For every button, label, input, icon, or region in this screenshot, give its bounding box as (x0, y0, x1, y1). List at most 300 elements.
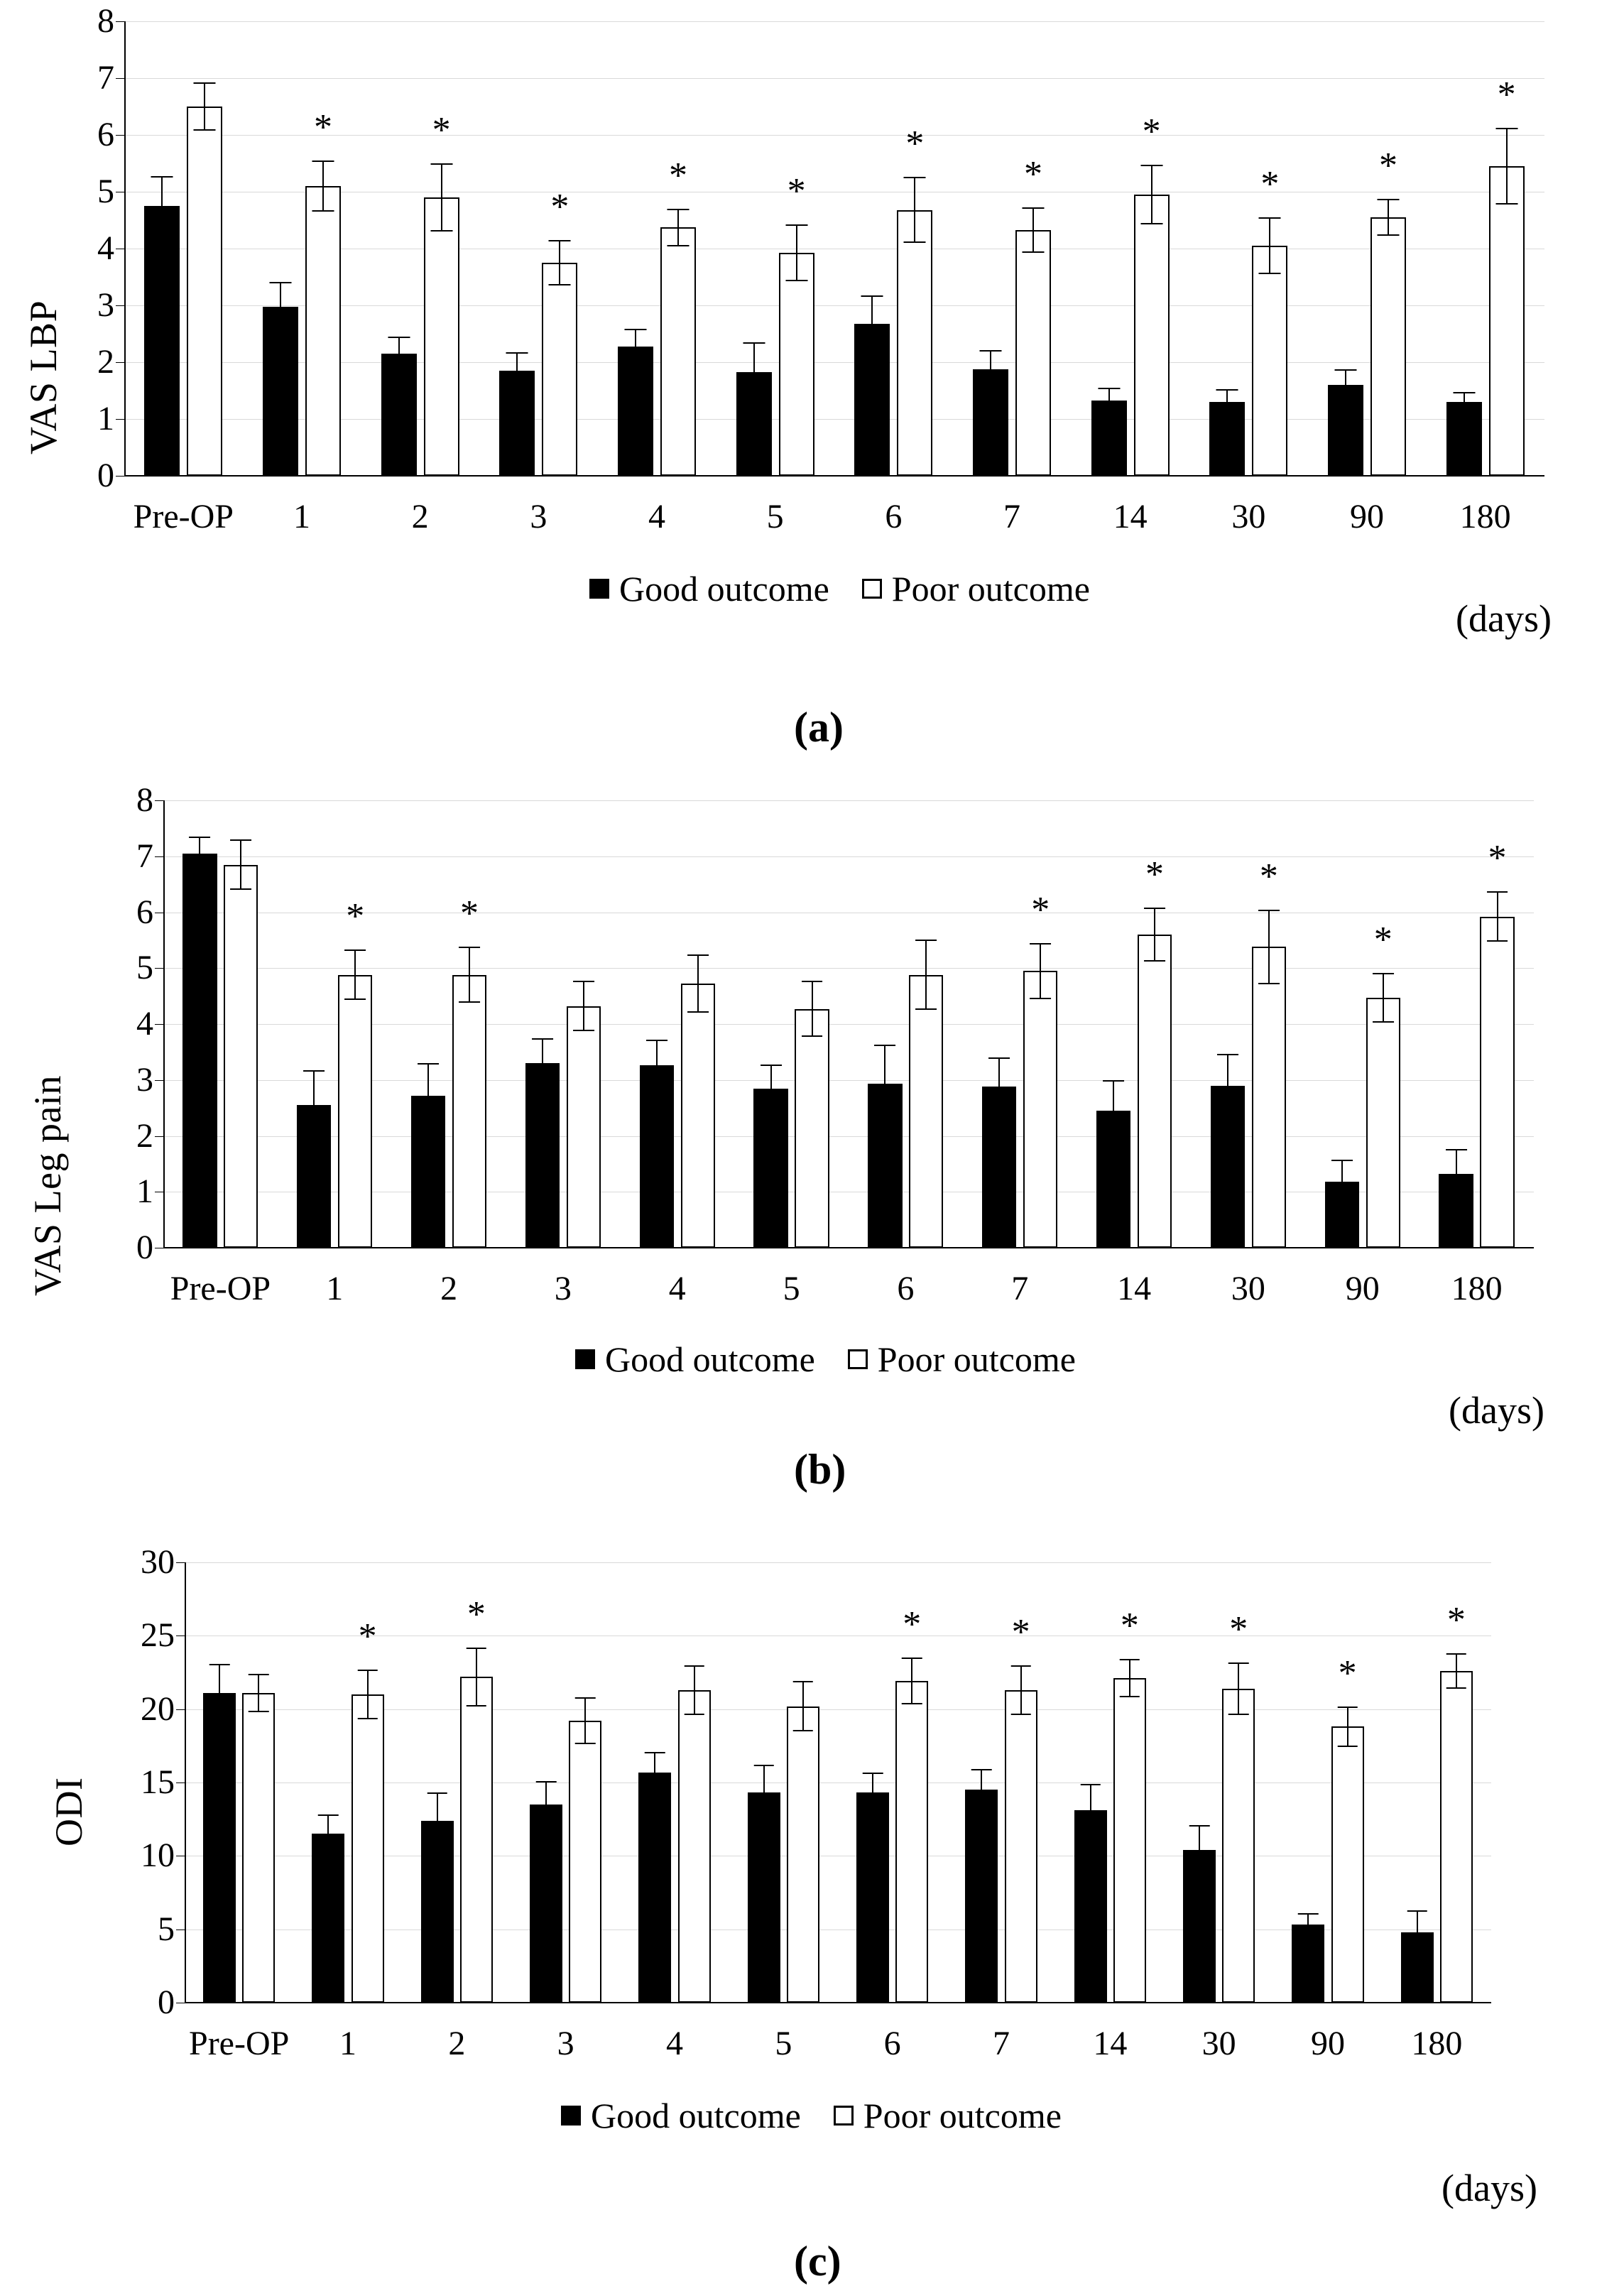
y-axis-tick-label: 2 (136, 1116, 153, 1155)
y-axis-tick-mark (116, 135, 124, 136)
legend-swatch-poor-icon (862, 579, 882, 599)
bar-good-outcome (640, 1065, 674, 1248)
error-bar-cap-bottom (1228, 1714, 1249, 1715)
error-bar (753, 1065, 788, 1111)
error-bar-line (1456, 1653, 1457, 1689)
error-bar (187, 82, 222, 130)
x-axis-tick-label: 5 (766, 498, 784, 535)
bar-good-outcome (182, 854, 217, 1248)
bar-poor-outcome (1480, 917, 1514, 1248)
bar-group (734, 800, 849, 1248)
error-bar (1023, 943, 1057, 999)
error-bar-line (327, 1814, 329, 1853)
error-bar-cap-top (1259, 217, 1281, 219)
x-axis-tick-label: Pre-OP (133, 498, 234, 535)
error-bar (736, 342, 772, 403)
error-bar (381, 337, 417, 371)
y-axis-tick-label: 10 (141, 1836, 175, 1875)
bar-poor-outcome (1366, 998, 1400, 1248)
y-axis-label-c: ODI (48, 1777, 90, 1846)
significance-marker: * (1338, 1653, 1357, 1694)
error-bar-cap-bottom (761, 1111, 782, 1112)
bar-group (963, 800, 1077, 1248)
legend-swatch-good-icon (561, 2106, 581, 2126)
error-bar (982, 1057, 1016, 1116)
error-bar-cap-top (344, 949, 366, 951)
y-axis-tick-mark (116, 78, 124, 79)
error-bar (312, 1814, 344, 1853)
error-bar (242, 1674, 275, 1712)
error-bar-line (770, 1065, 772, 1111)
error-bar-line (258, 1674, 259, 1712)
bar-group (1077, 800, 1192, 1248)
error-bar-cap-bottom (418, 1126, 439, 1128)
bar-poor-outcome (338, 975, 372, 1248)
bar-poor-outcome (909, 975, 943, 1248)
error-bar-cap-top (1446, 1149, 1467, 1150)
error-bar-cap-top (861, 295, 883, 297)
error-bar (452, 947, 486, 1003)
error-bar (203, 1664, 236, 1723)
bar-group (403, 1562, 511, 2003)
bar-group (849, 800, 963, 1248)
error-bar (263, 282, 298, 331)
error-bar-cap-bottom (303, 1138, 325, 1140)
bar-group (479, 21, 598, 476)
significance-marker: * (668, 156, 687, 196)
plot-area-c (141, 1543, 1491, 2062)
error-bar-line (516, 352, 518, 390)
error-bar-cap-bottom (753, 1819, 774, 1821)
error-bar (421, 1792, 454, 1849)
error-bar (868, 1045, 902, 1123)
chart-plot (136, 781, 1534, 1307)
error-bar-line (654, 1752, 655, 1793)
bar-poor-outcome (1331, 1726, 1364, 2003)
bar-poor-outcome (452, 975, 486, 1248)
legend-swatch-poor-icon (848, 1349, 868, 1369)
x-axis-unit-b: (days) (1449, 1389, 1544, 1432)
y-axis-tick-label: 30 (141, 1543, 175, 1581)
y-axis-tick-label: 7 (136, 837, 153, 875)
significance-marker: * (787, 171, 806, 212)
bar-group (293, 1562, 402, 2003)
bar-poor-outcome (1005, 1690, 1037, 2003)
error-bar-cap-bottom (988, 1114, 1010, 1116)
error-bar-cap-top (151, 176, 173, 178)
error-bar-cap-bottom (904, 241, 926, 243)
error-bar-cap-bottom (1120, 1696, 1140, 1697)
error-bar-cap-top (667, 209, 689, 210)
bar-poor-outcome (1015, 230, 1051, 476)
error-bar (678, 1665, 711, 1715)
error-bar-cap-bottom (1144, 960, 1165, 962)
error-bar-cap-bottom (1216, 413, 1238, 415)
error-bar-line (990, 350, 991, 388)
error-bar (1005, 1665, 1037, 1715)
error-bar-cap-bottom (151, 234, 173, 236)
error-bar-line (796, 224, 797, 281)
significance-marker: * (1229, 1609, 1248, 1650)
error-bar-cap-bottom (194, 129, 216, 131)
error-bar-line (1238, 1662, 1239, 1715)
bar-poor-outcome (424, 197, 459, 476)
error-bar-cap-top (1140, 165, 1162, 166)
significance-marker: * (1488, 838, 1507, 879)
bar-poor-outcome (895, 1681, 928, 2003)
error-bar-line (1020, 1665, 1022, 1715)
bar-group (361, 21, 479, 476)
error-bar (854, 295, 890, 352)
error-bar-cap-bottom (344, 998, 366, 1000)
legend-label-poor: Poor outcome (877, 1339, 1076, 1379)
error-bar-cap-top (1487, 891, 1508, 893)
x-axis-tick-label: 90 (1311, 2025, 1345, 2062)
error-bar-line (204, 82, 205, 130)
panel-b (0, 778, 1624, 1509)
error-bar-cap-top (1098, 388, 1120, 389)
error-bar-line (583, 981, 584, 1031)
significance-marker: * (550, 187, 570, 227)
error-bar-cap-bottom (687, 1011, 709, 1013)
significance-marker: * (1378, 145, 1397, 186)
plot-area-a (97, 2, 1544, 535)
error-bar-cap-bottom (1080, 1835, 1101, 1836)
error-bar-cap-top (194, 82, 216, 84)
error-bar-line (1040, 943, 1041, 999)
error-bar-line (694, 1665, 695, 1715)
error-bar-cap-bottom (1377, 234, 1399, 236)
error-bar-line (1032, 207, 1034, 253)
error-bar (338, 949, 372, 1000)
error-bar-cap-bottom (1103, 1140, 1124, 1141)
bar-group (947, 1562, 1055, 2003)
error-bar (224, 839, 258, 890)
error-bar-cap-bottom (467, 1705, 487, 1707)
error-bar-cap-top (1377, 199, 1399, 200)
error-bar-cap-top (549, 240, 571, 241)
error-bar-cap-bottom (1407, 1953, 1427, 1954)
y-axis-tick-label: 0 (158, 1983, 175, 2021)
significance-marker: * (1497, 75, 1516, 116)
error-bar (297, 1070, 331, 1140)
bar-good-outcome (1074, 1810, 1107, 2003)
error-bar-cap-bottom (1010, 1714, 1031, 1715)
bar-poor-outcome (795, 1009, 829, 1248)
x-axis-tick-label: 30 (1231, 498, 1266, 535)
bar-poor-outcome (242, 1693, 275, 2003)
bar-group (1056, 1562, 1165, 2003)
y-axis-tick-label: 4 (97, 229, 114, 267)
error-bar-cap-top (793, 1681, 814, 1682)
error-bar (1252, 910, 1286, 985)
bar-poor-outcome (1113, 1678, 1146, 2003)
error-bar-cap-bottom (532, 1087, 553, 1089)
error-bar-line (354, 949, 356, 1000)
significance-marker: * (313, 107, 332, 148)
error-bar-line (998, 1057, 1000, 1116)
significance-marker: * (903, 1604, 922, 1645)
bar-poor-outcome (1370, 217, 1406, 476)
error-bar-line (925, 940, 927, 1010)
error-bar-cap-top (1298, 1913, 1319, 1915)
bar-poor-outcome (681, 984, 715, 1248)
error-bar (305, 160, 341, 212)
y-axis-tick-label: 25 (141, 1616, 175, 1655)
x-axis-tick-label: 4 (648, 498, 665, 535)
error-bar (1252, 217, 1287, 274)
error-bar-cap-top (303, 1070, 325, 1072)
y-axis-tick-label: 1 (97, 400, 114, 437)
error-bar-cap-bottom (209, 1721, 230, 1722)
x-axis-tick-label: 30 (1231, 1270, 1265, 1307)
bar-group (1419, 800, 1534, 1248)
error-bar (1222, 1662, 1255, 1715)
error-bar-cap-bottom (1217, 1116, 1238, 1118)
bar-poor-outcome (1222, 1689, 1255, 2003)
significance-marker: * (1446, 1600, 1466, 1641)
x-axis-tick-label: 90 (1350, 498, 1384, 535)
error-bar (542, 240, 577, 285)
error-bar-cap-bottom (902, 1703, 922, 1704)
error-bar-line (161, 176, 163, 235)
error-bar-cap-top (506, 352, 528, 354)
y-axis-tick-mark (176, 1709, 185, 1710)
error-bar (1439, 1149, 1473, 1199)
error-bar-cap-bottom (1487, 940, 1508, 942)
x-axis-tick-label: 7 (1011, 1270, 1029, 1307)
error-bar-cap-bottom (536, 1827, 557, 1828)
error-bar (1138, 908, 1172, 962)
error-bar (1211, 1054, 1245, 1118)
error-bar (897, 177, 932, 243)
error-bar-line (469, 947, 470, 1003)
error-bar-cap-bottom (875, 1121, 896, 1123)
significance-marker: * (1023, 154, 1042, 195)
bar-group (620, 800, 734, 1248)
error-bar-cap-top (1103, 1080, 1124, 1082)
error-bar-line (584, 1697, 586, 1744)
bar-poor-outcome (1023, 971, 1057, 1248)
legend-label-good: Good outcome (619, 569, 829, 609)
error-bar-line (1151, 165, 1152, 224)
error-bar-cap-top (1080, 1784, 1101, 1785)
y-axis-tick-mark (155, 856, 163, 857)
x-axis-tick-label: 4 (666, 2025, 683, 2062)
x-axis-tick-label: 1 (293, 498, 310, 535)
error-bar-cap-bottom (1337, 1746, 1358, 1747)
bar-group (620, 1562, 729, 2003)
error-bar-cap-bottom (624, 364, 646, 365)
bar-good-outcome (263, 307, 298, 476)
y-axis-tick-mark (176, 1782, 185, 1783)
y-axis-tick-label: 0 (136, 1229, 153, 1266)
error-bar-cap-bottom (1030, 998, 1051, 999)
error-bar (1401, 1910, 1434, 1954)
error-bar-cap-bottom (1298, 1935, 1319, 1937)
error-bar-cap-bottom (1446, 1197, 1467, 1199)
bar-poor-outcome (351, 1694, 384, 2003)
legend-label-poor: Poor outcome (863, 2096, 1062, 2135)
error-bar-cap-top (388, 337, 410, 338)
bar-good-outcome (748, 1792, 780, 2003)
error-bar-line (1199, 1825, 1200, 1875)
y-axis-tick-label: 7 (97, 59, 114, 97)
error-bar-line (911, 1658, 912, 1704)
significance-marker: * (467, 1594, 486, 1635)
x-axis-tick-label: 7 (1003, 498, 1020, 535)
bar-poor-outcome (1252, 947, 1286, 1248)
x-axis-unit-a: (days) (1456, 597, 1552, 640)
legend-item-poor (834, 2095, 1062, 2136)
error-bar-cap-bottom (388, 369, 410, 371)
legend-c (561, 2095, 1062, 2136)
error-bar-cap-top (536, 1781, 557, 1782)
x-axis-tick-label: 30 (1201, 2025, 1236, 2062)
error-bar (182, 837, 217, 870)
error-bar-cap-top (269, 282, 291, 283)
error-bar (569, 1697, 601, 1744)
error-bar (1370, 199, 1406, 236)
error-bar-cap-bottom (1334, 399, 1356, 401)
x-axis-tick-label: 180 (1459, 498, 1511, 535)
x-axis-tick-label: 180 (1411, 2025, 1463, 2062)
error-bar-cap-top (1189, 1825, 1210, 1827)
significance-marker: * (1373, 919, 1393, 960)
error-bar (973, 350, 1008, 388)
error-bar-cap-top (318, 1814, 339, 1816)
y-axis-tick-mark (176, 1635, 185, 1636)
bar-poor-outcome (569, 1721, 601, 2003)
error-bar-line (1113, 1080, 1114, 1142)
significance-marker: * (1120, 1606, 1139, 1647)
error-bar-cap-top (802, 981, 823, 982)
error-bar-cap-bottom (573, 1030, 594, 1031)
error-bar (660, 209, 696, 246)
chart-plot (97, 2, 1544, 535)
error-bar (856, 1773, 889, 1814)
error-bar-cap-top (761, 1065, 782, 1066)
bar-group (1426, 21, 1544, 476)
error-bar-cap-bottom (430, 230, 452, 232)
bar-poor-outcome (460, 1677, 493, 2003)
y-axis-tick-mark (116, 362, 124, 363)
error-bar-cap-top (743, 342, 765, 344)
legend-swatch-good-icon (575, 1349, 595, 1369)
error-bar-cap-bottom (506, 388, 528, 389)
bar-poor-outcome (897, 210, 932, 476)
error-bar (1113, 1659, 1146, 1697)
y-axis-tick-label: 1 (136, 1172, 153, 1211)
error-bar-line (1388, 199, 1389, 236)
error-bar-line (398, 337, 400, 371)
error-bar-cap-top (1407, 1910, 1427, 1912)
error-bar-cap-top (249, 1674, 269, 1675)
x-axis-tick-label: 6 (897, 1270, 915, 1307)
bar-good-outcome (203, 1693, 236, 2003)
error-bar-cap-bottom (915, 1008, 937, 1010)
bar-group (124, 21, 243, 476)
error-bar (499, 352, 535, 390)
y-axis-tick-mark (155, 968, 163, 969)
x-axis-tick-label: 180 (1451, 1270, 1503, 1307)
error-bar-line (1464, 392, 1465, 411)
y-axis-tick-label: 6 (136, 893, 153, 931)
bar-poor-outcome (567, 1006, 601, 1248)
bar-poor-outcome (224, 865, 258, 1248)
x-axis-tick-label: 2 (411, 498, 429, 535)
error-bar-cap-bottom (802, 1035, 823, 1037)
legend-label-good: Good outcome (591, 2096, 801, 2135)
legend-item-good (575, 1339, 815, 1380)
error-bar-cap-bottom (667, 245, 689, 246)
error-bar (1015, 207, 1051, 253)
error-bar-cap-bottom (684, 1714, 704, 1715)
error-bar (1440, 1653, 1473, 1689)
bar-group (163, 800, 278, 1248)
x-axis-tick-label: 90 (1345, 1270, 1380, 1307)
x-axis-tick-label: 2 (440, 1270, 458, 1307)
bar-group (834, 21, 953, 476)
error-bar (1480, 891, 1514, 942)
error-bar (351, 1670, 384, 1719)
y-axis-tick-label: 2 (97, 343, 114, 381)
error-bar-line (872, 1773, 873, 1814)
error-bar-cap-bottom (427, 1847, 447, 1849)
x-axis-tick-label: 14 (1117, 1270, 1152, 1307)
y-axis-tick-mark (155, 1024, 163, 1025)
error-bar-line (914, 177, 915, 243)
x-axis-tick-label: 1 (339, 2025, 356, 2062)
error-bar (1331, 1707, 1364, 1748)
error-bar (895, 1658, 928, 1704)
error-bar-line (1307, 1913, 1309, 1937)
error-bar-line (367, 1670, 369, 1719)
error-bar-line (545, 1781, 547, 1828)
significance-marker: * (1142, 111, 1161, 153)
legend-item-poor (862, 568, 1090, 609)
plot-area-b (136, 781, 1534, 1307)
error-bar-line (1497, 891, 1498, 942)
error-bar-cap-top (312, 160, 334, 162)
error-bar (640, 1040, 674, 1090)
bar-group (1189, 21, 1308, 476)
error-bar-line (1341, 1160, 1343, 1204)
legend-item-poor (848, 1339, 1076, 1380)
y-axis-tick-mark (155, 1136, 163, 1137)
error-bar-line (280, 282, 281, 331)
error-bar-line (1108, 388, 1110, 414)
x-axis-tick-label: 6 (885, 498, 903, 535)
error-bar-cap-bottom (1258, 983, 1280, 984)
error-bar (681, 954, 715, 1013)
legend-label-good: Good outcome (605, 1339, 815, 1379)
error-bar-line (677, 209, 679, 246)
bar-poor-outcome (187, 107, 222, 476)
bar-good-outcome (144, 206, 180, 476)
y-axis-tick-label: 4 (136, 1005, 153, 1043)
bar-group (1192, 800, 1306, 1248)
error-bar-cap-top (1022, 207, 1044, 209)
y-axis-tick-label: 0 (97, 457, 114, 494)
error-bar-cap-bottom (646, 1089, 667, 1090)
error-bar-cap-top (1331, 1160, 1353, 1161)
bar-poor-outcome (787, 1707, 819, 2003)
error-bar (1328, 369, 1363, 400)
error-bar-cap-bottom (861, 351, 883, 352)
y-axis-tick-mark (176, 1562, 185, 1563)
x-axis-tick-label: 14 (1113, 498, 1148, 535)
